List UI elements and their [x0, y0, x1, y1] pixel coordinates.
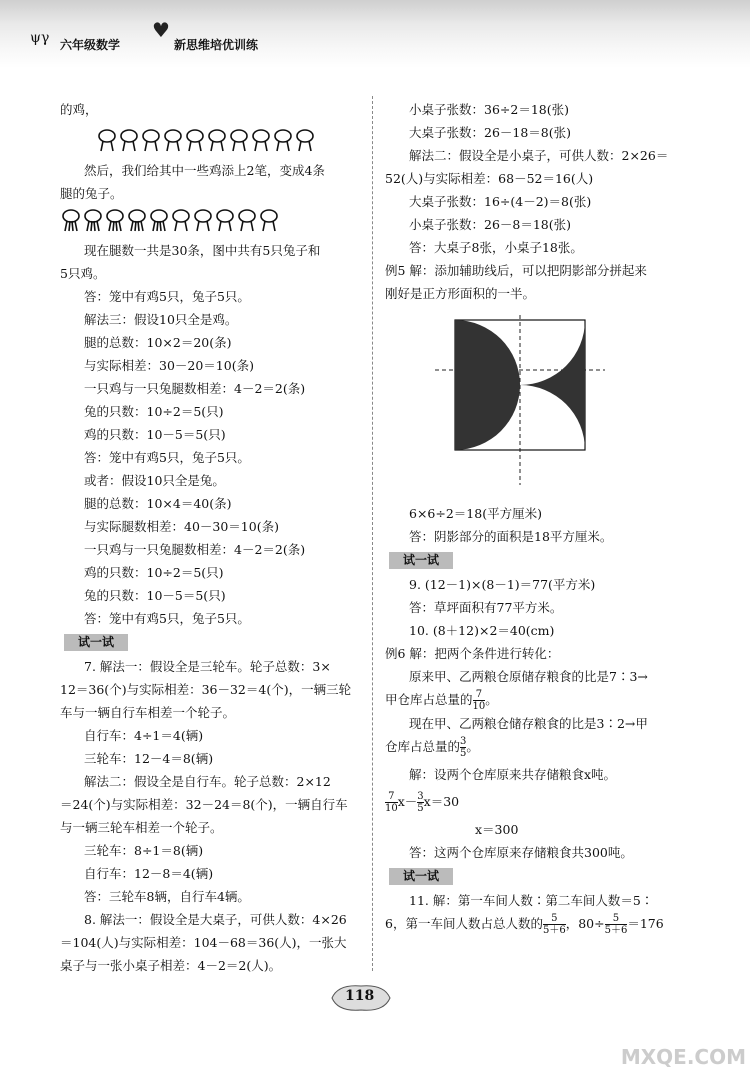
rabbit-figure: [60, 209, 360, 233]
text-line: 答：笼中有鸡5只，兔子5只。: [84, 289, 250, 304]
text-line: 例6 解：把两个条件进行转化：: [385, 646, 560, 661]
text-line: 小桌子张数：36÷2＝18(张): [409, 102, 569, 117]
text-line: 与实际相差：30－20＝10(条): [84, 358, 254, 373]
text-line: 8. 解法一：假设全是大桌子，可供人数：4×26: [84, 912, 347, 927]
text-line: 腿的兔子。: [60, 186, 123, 201]
text-line: 12＝36(个)与实际相差：36－32＝4(个)，一辆三轮: [60, 682, 352, 697]
text-line: 解法二：假设全是小桌子，可供人数：2×26＝: [409, 148, 669, 163]
text-line: 答：这两个仓库原来存储粮食共300吨。: [409, 845, 633, 860]
text-line: 11. 解：第一车间人数∶第二车间人数＝5∶: [409, 893, 654, 908]
equation-line: $\frac{7}{10}$ x－ $\frac{3}{5}$ x＝30: [385, 791, 460, 814]
text-line: 与一辆三轮车相差一个轮子。: [60, 820, 223, 835]
text-line: 然后，我们给其中一些鸡添上2笔，变成4条: [84, 163, 325, 178]
text-line: 一只鸡与一只兔腿数相差：4－2＝2(条): [84, 542, 306, 557]
section-tag-try: 试一试: [64, 634, 128, 651]
text-line: 原来甲、乙两粮仓原储存粮食的比是7∶3→: [409, 669, 648, 684]
text-line: 9. (12－1)×(8－1)＝77(平方米): [409, 577, 596, 592]
text-line: 答：草坪面积有77平方米。: [409, 600, 563, 615]
text-line: 7. 解法一：假设全是三轮车。轮子总数：3×: [84, 659, 331, 674]
text-line: 答：笼中有鸡5只，兔子5只。: [84, 450, 250, 465]
text-line: ＝104(人)与实际相差：104－68＝36(人)，一张大: [60, 935, 347, 950]
text-line: 的鸡，: [60, 102, 98, 117]
text-line: 腿的总数：10×2＝20(条): [84, 335, 232, 350]
fraction-line-3: 6，第一车间人数占总人数的 $\frac{5}{5+6}$ ，80÷ $\frac{5}{5+6}$ ＝176: [385, 913, 664, 936]
text-line: 鸡的只数：10－5＝5(只): [84, 427, 226, 442]
text-line: 刚好是正方形面积的一半。: [385, 286, 536, 301]
left-column: [60, 98, 360, 977]
text-line: 5只鸡。: [60, 266, 106, 281]
text-line: 与实际腿数相差：40－30＝10(条): [84, 519, 279, 534]
page-number: 118: [345, 988, 375, 1004]
text-line: 三轮车：8÷1＝8(辆): [84, 843, 204, 858]
text-line: 现在腿数一共是30条，图中共有5只兔子和: [84, 243, 321, 258]
text-line: 自行车：12－8＝4(辆): [84, 866, 214, 881]
text-line: 10. (8＋12)×2＝40(cm): [409, 623, 555, 638]
section-tag-try: 试一试: [389, 552, 453, 569]
text-line: 6×6÷2＝18(平方厘米): [409, 506, 542, 521]
watermark: MXQE.COM: [620, 1045, 746, 1069]
page-header: [0, 0, 750, 68]
text-line: 腿的总数：10×4＝40(条): [84, 496, 232, 511]
right-column: [385, 98, 695, 936]
sprout-icon: ψγ: [30, 30, 50, 46]
header-left-title: 六年级数学: [60, 38, 121, 52]
text-line: 答：笼中有鸡5只，兔子5只。: [84, 611, 250, 626]
text-line: 答：大桌子8张，小桌子18张。: [409, 240, 583, 255]
text-line: 例5 解：添加辅助线后，可以把阴影部分拼起来: [385, 263, 647, 278]
column-divider: [372, 96, 374, 971]
shaded-figure: [425, 315, 695, 492]
equation-result: x＝300: [475, 822, 519, 837]
text-line: 解法三：假设10只全是鸡。: [84, 312, 238, 327]
text-line: 自行车：4÷1＝4(辆): [84, 728, 204, 743]
text-line: 大桌子张数：16÷(4－2)＝8(张): [409, 194, 592, 209]
header-right-title: 新思维培优训练: [174, 38, 259, 52]
heart-icon: ♥: [152, 18, 170, 42]
text-line: 车与一辆自行车相差一个轮子。: [60, 705, 236, 720]
text-line: 现在甲、乙两粮仓储存粮食的比是3∶2→甲: [409, 716, 648, 731]
fraction-line-1: 甲仓库占总量的 $\frac{7}{10}$ 。: [385, 689, 498, 712]
text-line: 一只鸡与一只兔腿数相差：4－2＝2(条): [84, 381, 306, 396]
text-line: ＝24(个)与实际相差：32－24＝8(个)，一辆自行车: [60, 797, 348, 812]
chicken-figure: [96, 129, 360, 153]
text-line: 或者：假设10只全是兔。: [84, 473, 225, 488]
text-line: 解：设两个仓库原来共存储粮食x吨。: [409, 767, 617, 782]
text-line: 鸡的只数：10÷2＝5(只): [84, 565, 224, 580]
text-line: 解法二：假设全是自行车。轮子总数：2×12: [84, 774, 331, 789]
text-line: 答：三轮车8辆，自行车4辆。: [84, 889, 250, 904]
text-line: 大桌子张数：26－18＝8(张): [409, 125, 572, 140]
text-line: 答：阴影部分的面积是18平方厘米。: [409, 529, 613, 544]
text-line: 桌子与一张小桌子相差：4－2＝2(人)。: [60, 958, 282, 973]
text-line: 兔的只数：10－5＝5(只): [84, 588, 226, 603]
text-line: 小桌子张数：26－8＝18(张): [409, 217, 572, 232]
text-line: 兔的只数：10÷2＝5(只): [84, 404, 224, 419]
text-line: 52(人)与实际相差：68－52＝16(人): [385, 171, 594, 186]
fraction-line-2: 仓库占总量的 $\frac{3}{5}$ 。: [385, 736, 479, 759]
section-tag-try: 试一试: [389, 868, 453, 885]
text-line: 三轮车：12－4＝8(辆): [84, 751, 214, 766]
